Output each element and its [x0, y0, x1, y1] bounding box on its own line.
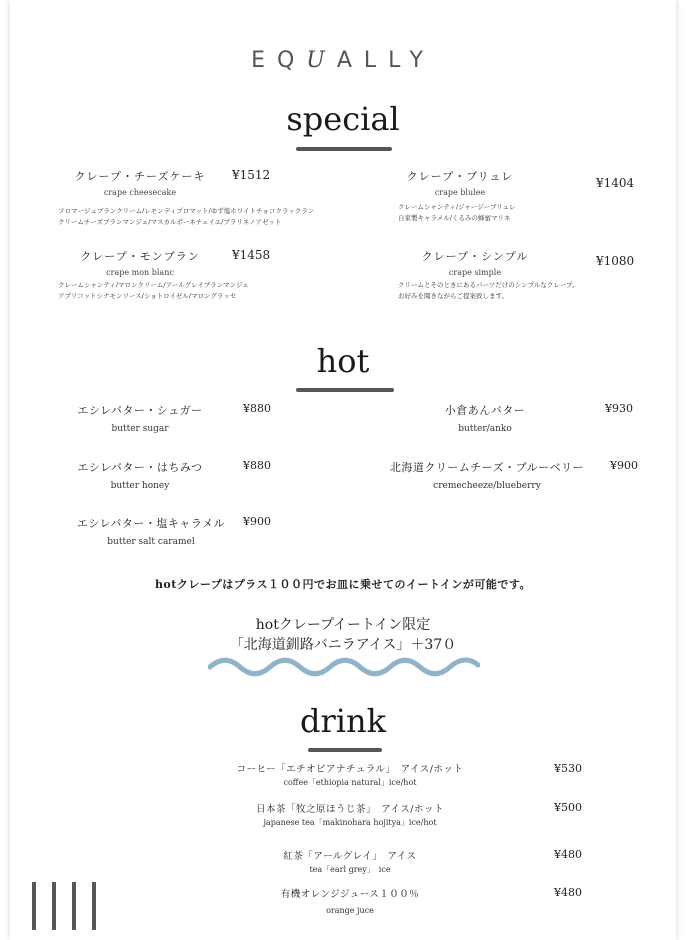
logo-part: U [306, 48, 337, 73]
drink-title-bar [308, 748, 382, 752]
item-price: ¥1512 [232, 168, 271, 182]
item-description: クリームとそのときにあるパーツだけのシンプルなクレープ。 [398, 281, 579, 289]
special-title-bar [296, 147, 392, 151]
item-name-en: butter sugar [111, 424, 169, 434]
item-name-jp: クレープ・ブリュレ [406, 170, 514, 183]
item-price: ¥1080 [596, 254, 635, 268]
deco-line [52, 882, 56, 930]
deco-line [72, 882, 76, 930]
item-name-jp: 紅茶「アールグレイ」 アイス [283, 851, 417, 862]
item-name-jp: 有機オレンジジュース１００％ [280, 889, 420, 900]
item-name-en: crape cheesecake [103, 188, 177, 197]
item-description: クレームシャンティ/マロンクリーム/アールグレイブランマンジェ [58, 281, 249, 289]
item-name-en: crape mon blanc [106, 268, 174, 277]
item-name-en: butter/anko [458, 424, 512, 434]
drink-item [200, 848, 500, 875]
item-description: クリームチーズブランマンジェ/マスカルポーネチェイユ/ブラリネノアゼット [58, 218, 282, 226]
item-price: ¥530 [554, 762, 582, 775]
item-price: ¥880 [243, 459, 271, 472]
item-name-en: tea「earl grey」 ice [309, 865, 391, 874]
item-price: ¥880 [243, 402, 271, 415]
item-price: ¥480 [554, 848, 582, 861]
special-item [390, 248, 660, 300]
drink-item [200, 801, 500, 828]
deco-line [92, 882, 96, 930]
item-price: ¥930 [605, 402, 633, 415]
item-name-jp: コーヒー「エチオピアナチュラル」 アイス/ホット [236, 764, 464, 775]
item-name-jp: クレープ・シンプル [421, 250, 529, 263]
item-price: ¥500 [554, 801, 582, 814]
hot-title-bar [296, 388, 394, 392]
hot-item [410, 402, 560, 434]
item-name-en: orange juce [326, 906, 374, 915]
item-name-jp: エシレバター・シュガー [77, 404, 203, 417]
hot-item [60, 402, 220, 434]
item-description: アプリコットシナモンソース/ショトロイゼル/マロングラッセ [58, 292, 237, 300]
special-item [50, 248, 350, 300]
item-name-en: crape simple [448, 268, 502, 277]
item-description: フロマージュブランクリーム/レモンディプロマット/ゆず塩ホワイトチョコクラックラン [58, 207, 315, 215]
item-description: 自家製キャラメル/くるみの蜂蜜マリネ [398, 214, 511, 222]
item-price: ¥900 [243, 515, 271, 528]
brand-logo [10, 48, 676, 73]
hot-item [56, 515, 246, 547]
drink-title: drink [299, 702, 386, 740]
special-title: special [286, 100, 400, 138]
item-name-en: crape blulee [434, 188, 486, 197]
item-price: ¥1458 [232, 248, 271, 262]
drink-item [200, 886, 500, 915]
hot-limited-line1: hotクレープイートイン限定 [255, 617, 431, 633]
item-description: クレームシャンティ/ジャージーブリュレ [398, 203, 516, 211]
hot-title: hot [316, 342, 370, 380]
hot-item [60, 459, 220, 491]
wave-divider [208, 656, 480, 678]
item-description: お好みを聞きながらご提案致します。 [398, 292, 508, 300]
item-name-jp: 日本茶「牧之原ほうじ茶」 アイス/ホット [255, 804, 444, 815]
deco-line [32, 882, 36, 930]
item-price: ¥900 [610, 459, 638, 472]
hot-eat-in-note: hotクレープはプラス１００円でお皿に乗せてのイートインが可能です。 [154, 578, 532, 591]
logo-part: EQ [251, 48, 307, 73]
item-name-jp: クレープ・モンブラン [80, 250, 200, 263]
hot-limited-line2: 「北海道釧路バニラアイス」＋37０ [229, 637, 457, 653]
item-name-jp: エシレバター・はちみつ [77, 461, 203, 474]
item-name-en: japanese tea「makinohara hojitya」ice/hot [263, 818, 437, 827]
logo-part: ALLY [336, 48, 435, 73]
item-name-jp: クレープ・チーズケーキ [74, 170, 206, 183]
item-name-jp: 北海道クリームチーズ・ブルーベリー [389, 461, 585, 474]
item-price: ¥1404 [596, 176, 635, 190]
item-name-jp: 小倉あんバター [444, 404, 526, 417]
item-name-en: butter honey [110, 481, 170, 491]
item-name-en: coffee「ethiopia natural」ice/hot [283, 778, 417, 787]
special-item [50, 168, 350, 226]
item-name-jp: エシレバター・塩キャラメル [76, 517, 226, 530]
item-name-en: butter salt caramel [107, 537, 195, 547]
hot-item [382, 459, 592, 491]
item-name-en: cremecheeze/blueberry [433, 481, 541, 491]
item-price: ¥480 [554, 886, 582, 899]
drink-item [200, 761, 500, 788]
special-item [390, 168, 660, 222]
menu-page [10, 0, 676, 940]
